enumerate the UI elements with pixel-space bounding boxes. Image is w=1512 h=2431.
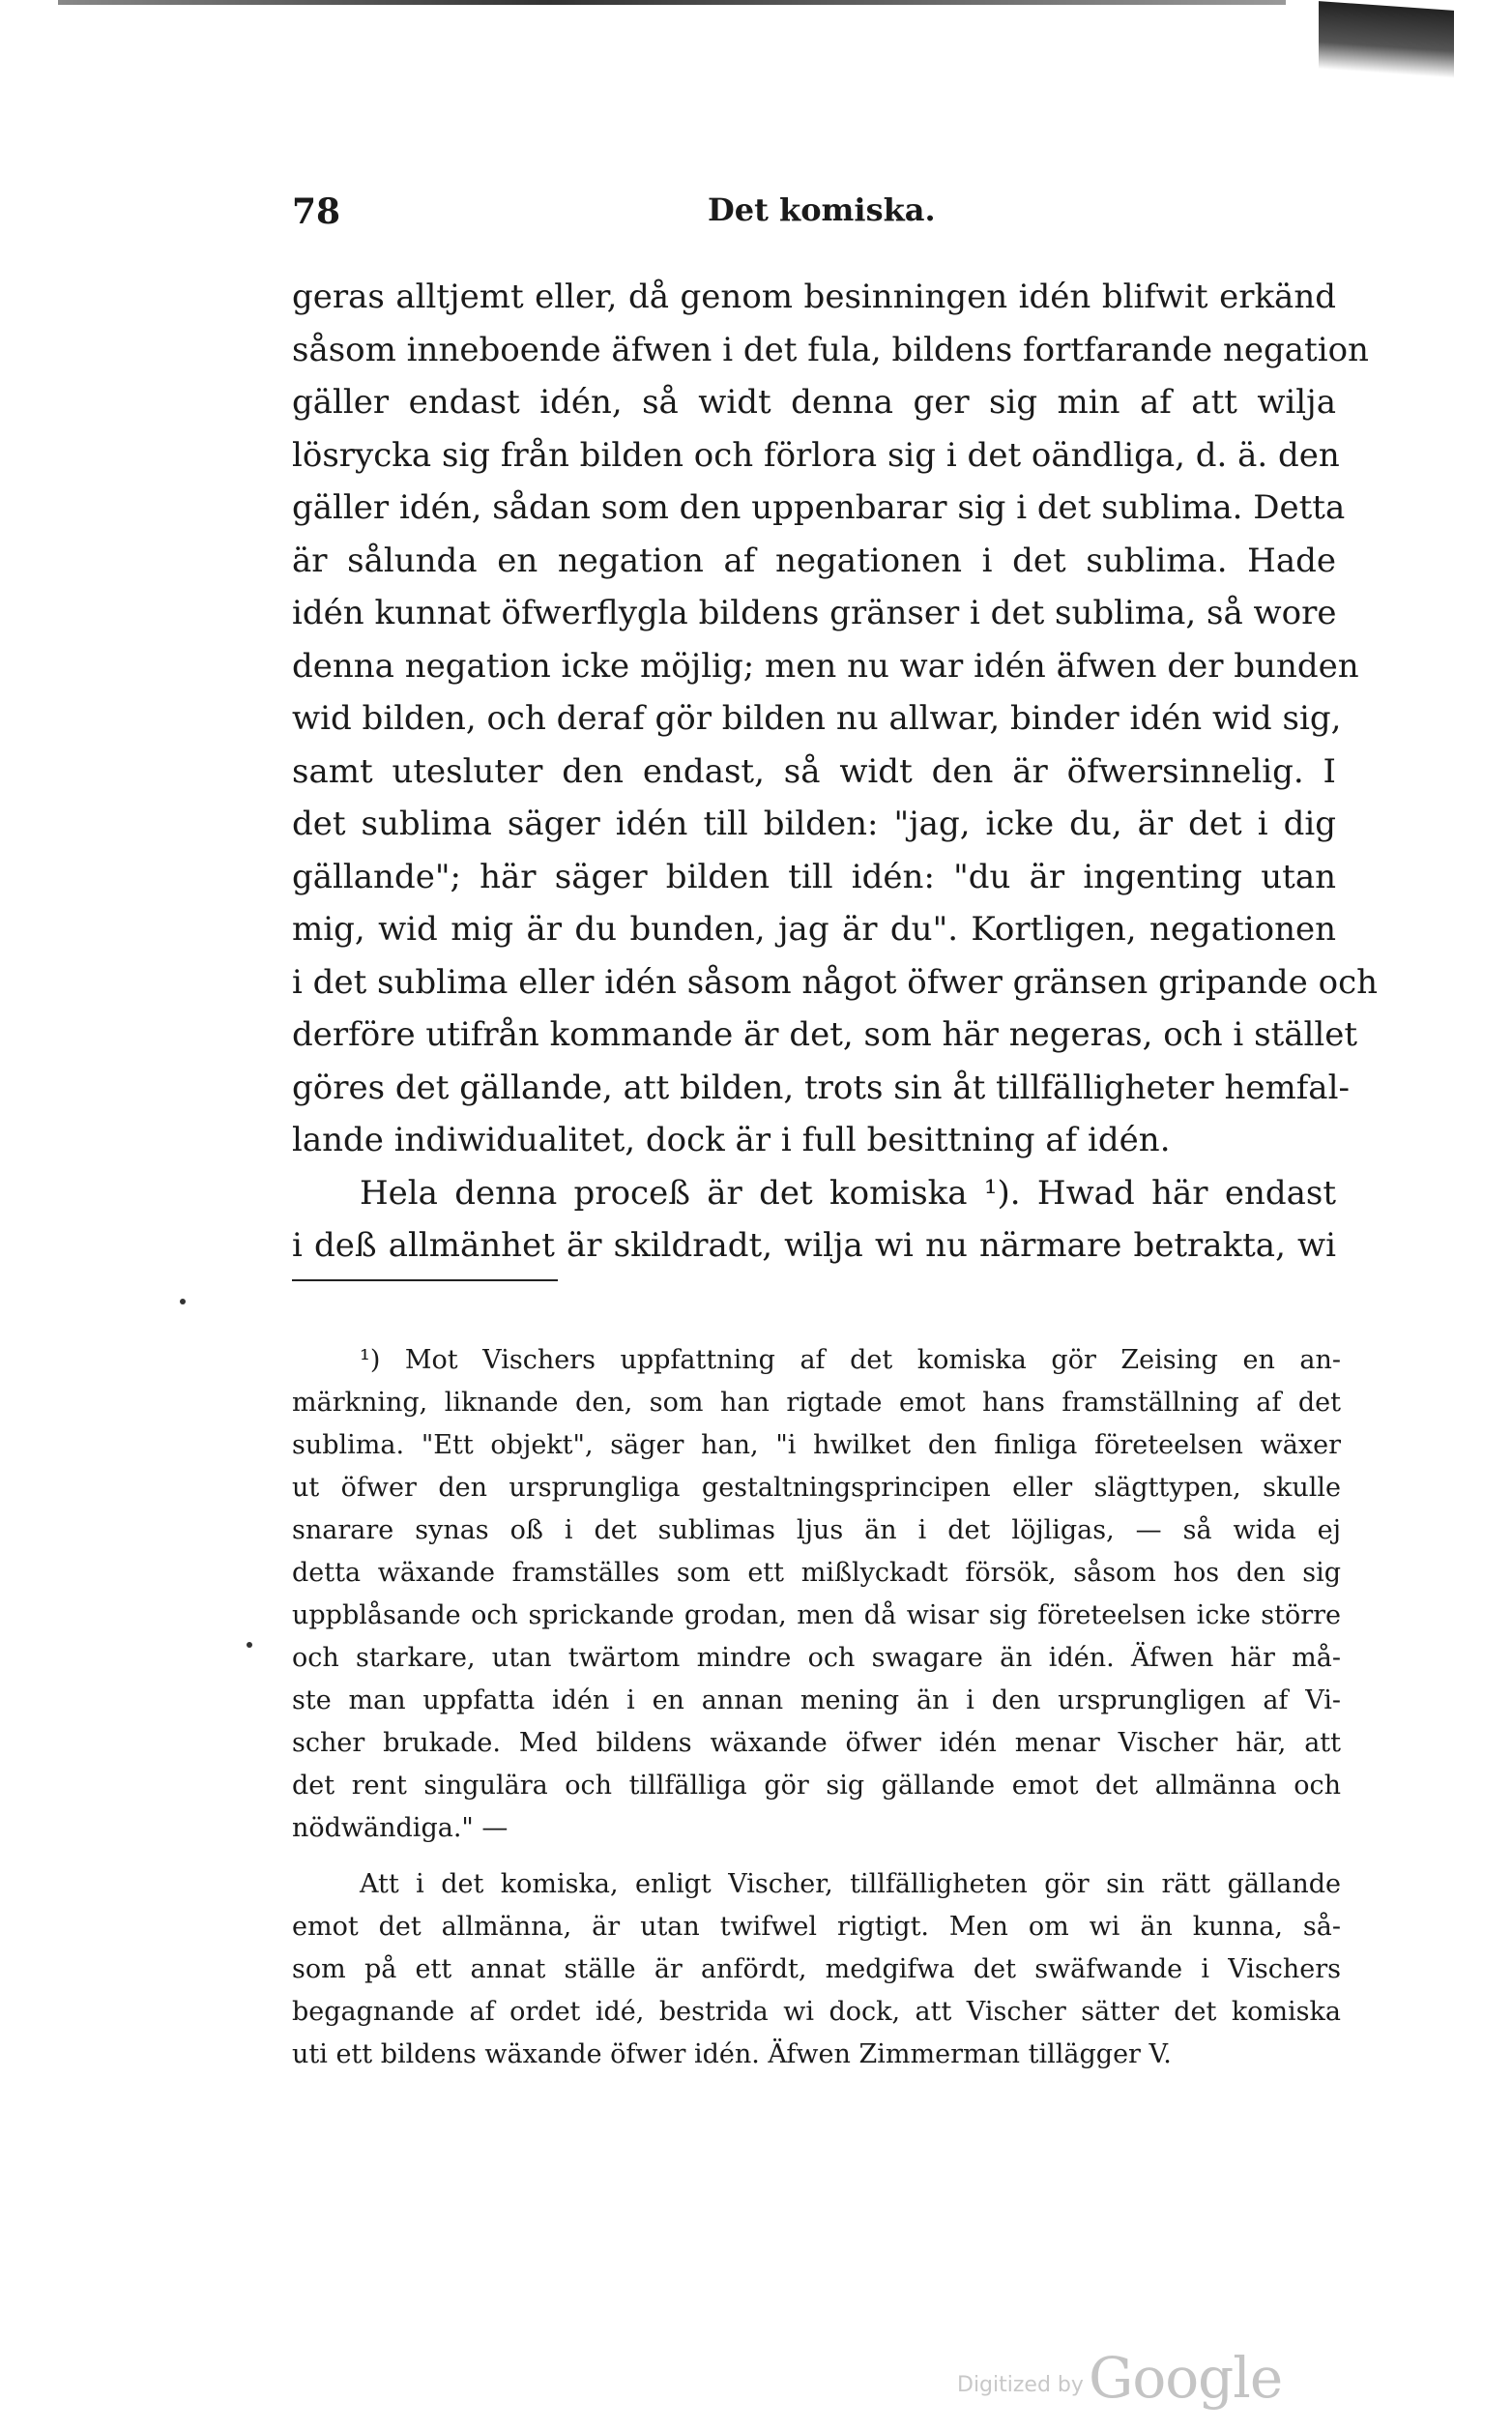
footnotes [292, 1339, 1341, 2076]
text-line: gäller endast idén, så widt denna ger sig min af att wilja [292, 383, 1336, 422]
text-line: wid bilden, och deraf gör bilden nu allwar, binder idén wid sig, [292, 699, 1342, 738]
text-line: är sålunda en negation af negationen i det sublima. Hade [292, 541, 1336, 580]
footnote-line: märkning, liknande den, som han rigtade emot hans framställning af det [292, 1388, 1341, 1418]
footnote-line: uppblåsande och sprickande grodan, men då wisar sig företeelsen icke större [292, 1600, 1341, 1630]
footnote-gap [292, 1850, 1341, 1863]
footnote-line: som på ett annat ställe är anfördt, medgifwa det swäfwande i Vischers [292, 1954, 1341, 1984]
footnote-line: snarare synas oß i det sublimas ljus än i det löjligas, — så wida ej [292, 1515, 1341, 1545]
text-line: i det sublima eller idén såsom något öfwer gränsen gripande och [292, 962, 1379, 1002]
text-line: såsom inneboende äfwen i det fula, bildens fortfarande negation [292, 330, 1369, 369]
scan-speck [247, 1642, 252, 1648]
text-line: Hela denna proceß är det komiska ¹). Hwad här endast [360, 1173, 1336, 1213]
text-line: lösrycka sig från bilden och förlora sig i det oändliga, d. ä. den [292, 435, 1340, 475]
text-line: derföre utifrån kommande är det, som här negeras, och i stället [292, 1015, 1358, 1054]
main-text [292, 271, 1379, 1273]
footnote-line: ¹) Mot Vischers uppfattning af det komiska gör Zeising en an- [360, 1345, 1341, 1375]
page-number: 78 [292, 191, 341, 232]
running-title: Det komiska. [708, 191, 936, 228]
text-line: gäller idén, sådan som den uppenbarar sig i det sublima. Detta [292, 488, 1346, 527]
footnote-line: det rent singulära och tillfälliga gör sig gällande emot det allmänna och [292, 1771, 1341, 1801]
scan-speck [180, 1299, 186, 1304]
scan-edge-line [58, 0, 1286, 5]
scan-corner-smudge [1319, 1, 1454, 78]
watermark-prefix: Digitized by [957, 2373, 1084, 2397]
footnote-line: uti ett bildens wäxande öfwer idén. Äfwen Zimmerman tillägger V. [292, 2039, 1172, 2069]
footnote-line: och starkare, utan twärtom mindre och swagare än idén. Äfwen här må- [292, 1643, 1341, 1673]
footnote-line: detta wäxande framställes som ett mißlyckadt försök, såsom hos den sig [292, 1558, 1341, 1588]
google-watermark [957, 2345, 1282, 2411]
google-logo: Google [1089, 2345, 1283, 2411]
text-line: geras alltjemt eller, då genom besinningen idén blifwit erkänd [292, 278, 1336, 316]
text-line: idén kunnat öfwerflygla bildens gränser i det sublima, så wore [292, 594, 1337, 632]
footnote-line: sublima. "Ett objekt", säger han, "i hwilket den finliga företeelsen wäxer [292, 1430, 1341, 1460]
text-line: lande indiwidualitet, dock är i full besittning af idén. [292, 1121, 1171, 1159]
footnote-line: ut öfwer den ursprungliga gestaltningsprincipen eller slägttypen, skulle [292, 1473, 1341, 1503]
text-line: det sublima säger idén till bilden: "jag, icke du, är det i dig [292, 805, 1336, 843]
text-line: i deß allmänhet är skildradt, wilja wi nu närmare betrakta, wi [292, 1226, 1336, 1265]
text-line: gällande"; här säger bilden till idén: "du är ingenting utan [292, 857, 1336, 896]
page-header [292, 191, 1259, 240]
text-line: mig, wid mig är du bunden, jag är du". Kortligen, negationen [292, 910, 1336, 949]
footnote-divider [292, 1279, 558, 1281]
footnote-line: begagnande af ordet idé, bestrida wi dock, att Vischer sätter det komiska [292, 1997, 1341, 2027]
footnote-line: ste man uppfatta idén i en annan mening än i den ursprungligen af Vi- [292, 1685, 1341, 1715]
footnote-line: emot det allmänna, är utan twifwel rigtigt. Men om wi än kunna, så- [292, 1912, 1341, 1942]
footnote-line: nödwändiga." — [292, 1813, 509, 1843]
footnote-line: scher brukade. Med bildens wäxande öfwer idén menar Vischer här, att [292, 1728, 1341, 1758]
text-line: samt utesluter den endast, så widt den är öfwersinnelig. I [292, 751, 1336, 791]
text-line: denna negation icke möjlig; men nu war idén äfwen der bunden [292, 646, 1359, 686]
footnote-line: Att i det komiska, enligt Vischer, tillfälligheten gör sin rätt gällande [360, 1869, 1341, 1899]
text-line: göres det gällande, att bilden, trots sin åt tillfälligheter hemfal- [292, 1068, 1350, 1107]
